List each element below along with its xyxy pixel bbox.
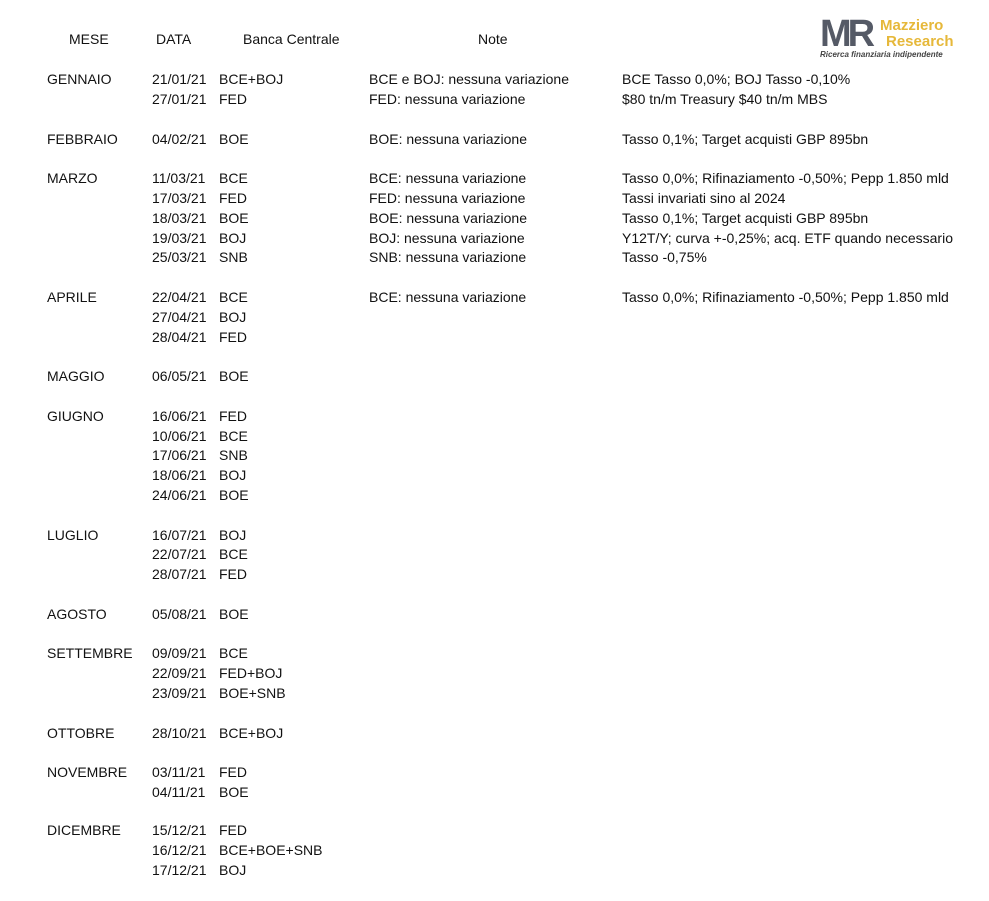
date-cell: 18/03/21 — [152, 210, 207, 226]
date-cell: 19/03/21 — [152, 230, 207, 246]
month-cell: LUGLIO — [47, 527, 99, 543]
date-cell: 17/03/21 — [152, 190, 207, 206]
date-cell: 28/07/21 — [152, 566, 207, 582]
date-cell: 25/03/21 — [152, 249, 207, 265]
date-cell: 16/12/21 — [152, 842, 207, 858]
date-cell: 16/06/21 — [152, 408, 207, 424]
bank-cell: FED — [219, 190, 247, 206]
date-cell: 27/04/21 — [152, 309, 207, 325]
date-cell: 18/06/21 — [152, 467, 207, 483]
note-cell: BCE: nessuna variazione — [369, 170, 527, 186]
bank-cell: BCE — [219, 289, 248, 305]
detail-cell: Y12T/Y; curva +-0,25%; acq. ETF quando necessario — [622, 230, 953, 246]
bank-cell: BOE — [219, 210, 249, 226]
month-cell: NOVEMBRE — [47, 764, 128, 780]
date-cell: 09/09/21 — [152, 645, 207, 661]
bank-cell: BOE — [219, 487, 249, 503]
date-cell: 22/04/21 — [152, 289, 207, 305]
date-cell: 28/10/21 — [152, 725, 207, 741]
month-cell: OTTOBRE — [47, 725, 115, 741]
month-cell: MARZO — [47, 170, 98, 186]
date-cell: 24/06/21 — [152, 487, 207, 503]
date-cell: 21/01/21 — [152, 71, 207, 87]
detail-cell: Tasso 0,1%; Target acquisti GBP 895bn — [622, 210, 869, 226]
detail-cell: Tassi invariati sino al 2024 — [622, 190, 786, 206]
date-cell: 03/11/21 — [152, 764, 206, 780]
bank-cell: BCE — [219, 428, 248, 444]
detail-cell: $80 tn/m Treasury $40 tn/m MBS — [622, 91, 828, 107]
bank-cell: BOJ — [219, 230, 247, 246]
bank-cell: BCE — [219, 170, 248, 186]
date-cell: 16/07/21 — [152, 527, 207, 543]
bank-cell: FED — [219, 329, 247, 345]
date-cell: 22/07/21 — [152, 546, 207, 562]
bank-cell: BOE — [219, 784, 249, 800]
detail-cell: Tasso -0,75% — [622, 249, 707, 265]
detail-cell: BCE Tasso 0,0%; BOJ Tasso -0,10% — [622, 71, 851, 87]
month-cell: APRILE — [47, 289, 97, 305]
bank-cell: BCE+BOE+SNB — [219, 842, 323, 858]
bank-cell: BOE — [219, 368, 249, 384]
note-cell: BCE e BOJ: nessuna variazione — [369, 71, 569, 87]
bank-cell: BCE+BOJ — [219, 725, 284, 741]
bank-cell: SNB — [219, 249, 248, 265]
logo-mark: MR — [820, 13, 872, 55]
date-cell: 23/09/21 — [152, 685, 207, 701]
bank-cell: BOE — [219, 131, 249, 147]
bank-cell: BCE — [219, 546, 248, 562]
month-cell: GIUGNO — [47, 408, 104, 424]
month-cell: GENNAIO — [47, 71, 112, 87]
bank-cell: FED — [219, 566, 247, 582]
date-cell: 17/06/21 — [152, 447, 207, 463]
bank-cell: BOJ — [219, 862, 247, 878]
date-cell: 04/11/21 — [152, 784, 206, 800]
date-cell: 22/09/21 — [152, 665, 207, 681]
logo-tagline: Ricerca finanziaria indipendente — [820, 50, 943, 59]
date-cell: 06/05/21 — [152, 368, 207, 384]
bank-cell: SNB — [219, 447, 248, 463]
note-cell: BOE: nessuna variazione — [369, 210, 527, 226]
bank-cell: BOJ — [219, 309, 247, 325]
header-note: Note — [478, 31, 508, 47]
note-cell: SNB: nessuna variazione — [369, 249, 527, 265]
mazziero-research-logo — [820, 14, 960, 60]
date-cell: 15/12/21 — [152, 822, 207, 838]
detail-cell: Tasso 0,0%; Rifinaziamento -0,50%; Pepp 1.850 mld — [622, 170, 949, 186]
month-cell: MAGGIO — [47, 368, 105, 384]
bank-cell: BCE+BOJ — [219, 71, 284, 87]
logo-name-line1: Mazziero — [880, 17, 944, 34]
month-cell: FEBBRAIO — [47, 131, 118, 147]
date-cell: 17/12/21 — [152, 862, 207, 878]
detail-cell: Tasso 0,0%; Rifinaziamento -0,50%; Pepp 1.850 mld — [622, 289, 949, 305]
date-cell: 28/04/21 — [152, 329, 207, 345]
header-data: DATA — [156, 31, 192, 47]
note-cell: BOJ: nessuna variazione — [369, 230, 525, 246]
header-banca-centrale: Banca Centrale — [243, 31, 340, 47]
note-cell: BCE: nessuna variazione — [369, 289, 527, 305]
bank-cell: FED — [219, 764, 247, 780]
note-cell: FED: nessuna variazione — [369, 190, 526, 206]
note-cell: FED: nessuna variazione — [369, 91, 526, 107]
date-cell: 05/08/21 — [152, 606, 207, 622]
bank-cell: BOJ — [219, 527, 247, 543]
header-mese: MESE — [69, 31, 109, 47]
bank-cell: BOE — [219, 606, 249, 622]
month-cell: DICEMBRE — [47, 822, 121, 838]
bank-cell: FED — [219, 822, 247, 838]
bank-cell: BCE — [219, 645, 248, 661]
date-cell: 27/01/21 — [152, 91, 207, 107]
month-cell: AGOSTO — [47, 606, 107, 622]
bank-cell: BOE+SNB — [219, 685, 286, 701]
date-cell: 04/02/21 — [152, 131, 207, 147]
bank-cell: FED — [219, 408, 247, 424]
note-cell: BOE: nessuna variazione — [369, 131, 527, 147]
detail-cell: Tasso 0,1%; Target acquisti GBP 895bn — [622, 131, 869, 147]
bank-cell: FED+BOJ — [219, 665, 283, 681]
bank-cell: FED — [219, 91, 247, 107]
logo-name-line2: Research — [886, 33, 954, 50]
month-cell: SETTEMBRE — [47, 645, 133, 661]
bank-cell: BOJ — [219, 467, 247, 483]
date-cell: 10/06/21 — [152, 428, 207, 444]
date-cell: 11/03/21 — [152, 170, 206, 186]
